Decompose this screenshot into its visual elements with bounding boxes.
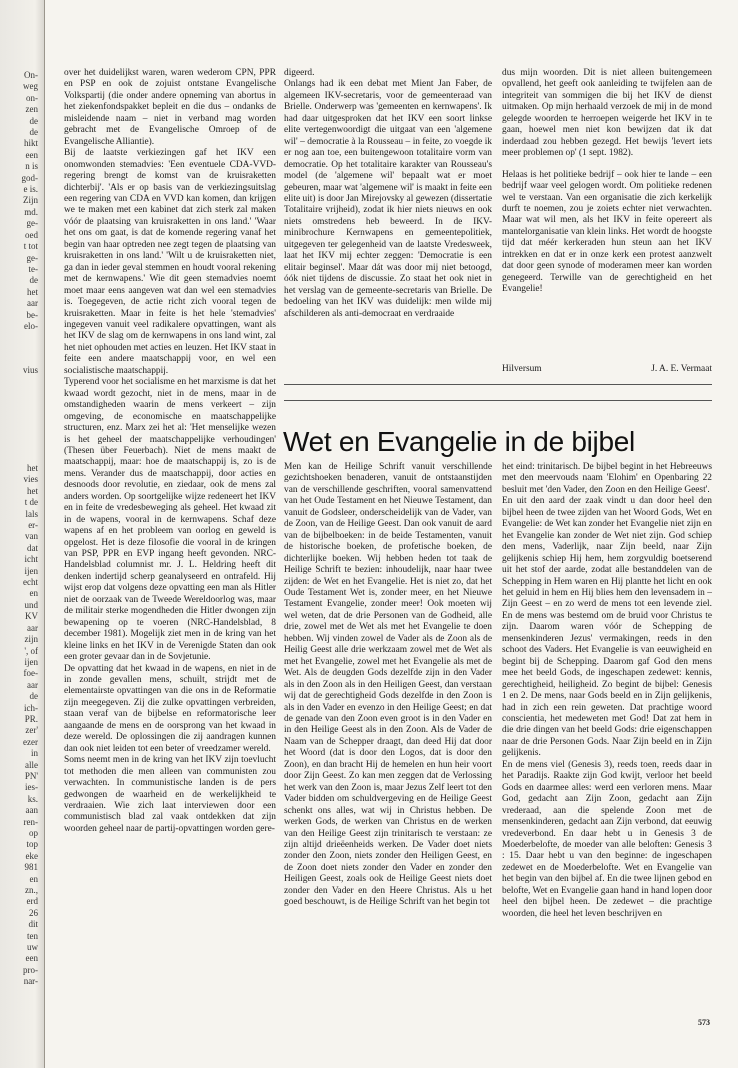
previous-page-fragment: elo- [24,320,38,331]
previous-page-fragment: alle [25,759,38,770]
previous-page-fragment: ijen [24,656,38,667]
section-rule-title [284,400,712,401]
article-top-paragraph: Typerend voor het socialisme en het marxisme is dat het kwaad wordt gezocht, niet in de mens, maar in de omstandigheden waarin de mens verkeert – zijn omgeving, de economische en maatschappelijke structuren, enz. Marx zei het al: 'Het menselijke wezen is het geheel der maatschappelijke verhoudingen' (Thesen über Feuerbach). Niet de mens maakt de maatschappij, maar: hoe de maatschappij is, zo is de mens. Verander dus de maatschappij, door acties en desnoods door revolutie, en ziedaar, ook de mens zal anders worden. Op soortgelijke wijze redeneert het IKV en in feite de vredesbeweging als geheel. Het kwaad zit in de wapens, vooral in de kernwapens. Schaf deze wapens af en het probleem van oorlog en geweld is opgelost. Het is deze filosofie die vooral in de kringen van PSP, PPR en EVP ingang heeft gevonden. NRC-Handelsblad columnist mr. J. L. Heldring heeft dit denken indertijd scherp geanalyseerd en ontrafeld. Hij wijst erop dat volgens deze opvatting een man als Hitler niet de oorzaak van de Tweede Wereldoorlog was, maar de militair sterke mogendheden die Hitler dwongen zijn bewapening op te voeren (NRC-Handelsblad, 8 december 1981). Mogelijk ziet men in de kring van het kleine links en het IKV in de Verenigde Staten dan ook een groter gevaar dan in de Sovjetunie. [64,377,276,663]
article-top-column-2 [284,68,492,373]
previous-page-fragment: de [29,115,38,126]
previous-page-fragment: md. [24,206,38,217]
previous-page-fragment-mid: vius [22,365,38,375]
previous-page-fragment: het [27,485,38,496]
previous-page-fragment: und [24,599,38,610]
previous-page-fragment: 981 [24,862,38,873]
previous-page-fragment: van [25,531,38,542]
article-title: Wet en Evangelie in de bijbel [283,426,635,457]
previous-page-fragment: on- [26,92,38,103]
previous-page-fragment: erd [26,896,38,907]
previous-page-fragment: op [29,828,38,838]
section-rule-top [284,384,712,385]
previous-page-fragment: hikt [23,138,38,149]
previous-page-fragment: top [26,839,38,850]
previous-page-fragment: echt [23,577,38,588]
previous-page-fragment: dit [28,919,38,930]
previous-page-fragment: PN' [24,770,38,781]
previous-page-fragment: pro- [23,964,38,975]
previous-page-fragment: de [29,127,38,138]
article-top-column-1 [64,68,276,1040]
previous-page-fragment: zen [25,104,38,115]
previous-page-fragment: KV [25,611,38,622]
previous-page-fragment: er- [28,520,38,531]
article-top-column-3 [502,68,712,373]
article-top-paragraph: dus mijn woorden. Dit is niet alleen buitengemeen opvallend, het geeft ook aanleiding te twijfelen aan de integriteit van sommigen die bij het IKV de dienst uitmaken. Op mijn herhaald verzoek de mij in de mond gelegde woorden te herroepen weigerde het IKV in te gaan, hoewel men niet kon bewijzen dat ik dat inderdaad zou hebben gezegd. Het bewijs 'levert iets meer problemen op' (1 sept. 1982). [502,68,712,159]
article-bottom-paragraph: En uit den aard der zaak vindt u dan door heel den bijbel heen de twee zijden van het Woord Gods, Wet en Evangelie: de Wet kan zonder het Evangelie niet zijn en het Evangelie kan zonder de Wet niet zijn. God schiep den mens, Vaderlijk, naar Zijn beeld, naar Zijn gelijkenis schiep Hij hem, hem zorgvuldig boetserend uit het stof der aarde, zodat alle bestanddelen van de Schepping in Hem waren en Hij plantte het licht en ook het geluid in hem en Hij blies hem den levensadem in – Zijn Geest – en zo werd de mens tot een levende ziel. En de mens was bestemd om de bruid voor Christus te zijn. Daarom waren vóór de Schepping de mensenkinderen Jezus' vermakingen, reeds in den schoot des Vaders. Het Evangelie is van eeuwigheid en begint bij de Schepping. Daarom gaf God den mens mee het beeld Gods, de ingeschapen zedewet: kennis, gerechtigheid, heiligheid. Zo begint de bijbel: Genesis 1 en 2. De mens, naar Gods beeld en in Zijn gelijkenis, had in zich een rein geweten. Dat prachtige woord conscientia, het medeweten met God! Dat zat hem in die drie dingen van het beeld Gods: drie eigenschappen naar de drie Personen Gods. Naar Zijn beeld en in Zijn gelijkenis. [502,496,712,759]
previous-page-fragment: zn., [25,885,38,896]
previous-page-fragment: aan [25,805,38,816]
previous-page-fragments-top [2,70,38,332]
page-number: 573 [698,1018,710,1027]
article-bottom-paragraph: Men kan de Heilige Schrift vanuit verschillende gezichtshoeken benaderen, vanuit de ontstaanstijden van de verschillende geschriften, vooral samenvattend van het Oude Testament en het Nieuwe Testament, dan vanuit de Godsleer, onderscheidelijk van de Vader, van de Zoon, van de Heilige Geest. Dan ook vanuit de aard van de bijbelboeken: in de beide Testamenten, vanuit de historische boeken, de profetische boeken, de dichterlijke boeken. Wij hebben heden tot taak de Heilige Schrift te bezien: inhoudelijk, naar haar twee zijden: de Wet en het Evangelie. Het is niet zo, dat het Oude Testament Wet is, zonder meer, en het Nieuwe Testament Evangelie, zonder meer! Ook moeten wij wel weten, dat de drie Personen van de Godheid, alle drie, zowel met de Wet als met het Evangelie te doen hebben. Wij vinden zowel de Vader als de Zoon als de Heilig Geest alle drie werkzaam zowel met de Wet als met het Evangelie, zowel met het Evangelie als met de Wet. Als de deugden Gods dezelfde zijn in den Vader als in den Zoon als in den Heiligen Geest, dan verstaan wij dat de gerechtigheid Gods dezelfde in den Zoon is als in den Vader en evenzo in den Heilige Geest; en dat de genade van den Zoon even groot is in den Vader en in den Heilige Geest als in den Zoon. Als de Vader de Naam van de Schepper draagt, dan deed Hij dat door het Woord (dat is door den Logos, dat is door den Zoon), en dan bracht Hij de hemelen en hun heir voort door Zijn Geest. Zo kan men zeggen dat de Verlossing het werk van den Zoon is, maar Jezus Zelf leert tot den Vader bidden om schuldvergeving en de Heilige Geest schenkt ons alles, wat wij in Christus hebben. De werken Gods, de werken van Christus en de werken van den Heilige Geest zijn trinitarisch te verstaan: ze zijn altijd drieëenheids werken. De Vader doet niets zonder den Zoon, niets zonder den Heiligen Geest, en de Zoon doet niets zonder den Vader en zonder den Heiligen Geest, zoals ook de Heilige Geest niets doet zonder den Vader en den Heere Christus. Als u het goed beschouwt, is de Heilige Schrift van het begin tot [284,462,492,908]
previous-page-fragment: de [29,691,38,702]
previous-page-fragment: oed [25,229,38,240]
previous-page-fragment: en [29,588,38,599]
previous-page-fragment: het [27,463,38,473]
previous-page-fragment: in [30,748,38,759]
previous-page-fragment: nar- [23,976,38,987]
previous-page-fragment: de [29,275,38,286]
previous-page-fragment: On- [24,70,38,80]
article-bottom-column-3 [502,462,712,1032]
previous-page-fragment: ren- [23,816,38,827]
article-top-paragraph: digeerd. [284,68,315,78]
previous-page-fragment: e is. [23,184,38,195]
previous-page-fragment: dat [27,542,38,553]
previous-page-fragment: ge- [26,218,38,229]
previous-page-fragment: een [25,953,38,964]
previous-page-fragment: ', of [24,645,38,656]
previous-page-fragment: ich- [24,702,38,713]
article-top-paragraph: Soms neemt men in de kring van het IKV zijn toevlucht tot methoden die men alleen van communisten zou verwachten. In communistische landen is de pers gedwongen de waarheid en de werkelijkheid te verdraaien. Wie zich laat interviewen door een communistisch blad zal vaak ontdekken dat zijn woorden geheel naar de partij-opvattingen worden gere- [64,755,276,834]
article-top-paragraph: Helaas is het politieke bedrijf – ook hier te lande – een bedrijf waar veel gelogen wordt. Om politieke redenen wel te verstaan. Van een organisatie die zich kerkelijk durft te noemen, zou je zoiets echter niet verwachten. Maar wat wil men, als het IKV in feite opereert als mantelorganisatie van klein links. Het wordt de hoogste tijd dat méér kerkeraden hun steun aan het IKV intrekken en dat er in onze kerk een protest aanzwelt dat door geen synode of moderamen meer kan worden genegeerd. Terwille van de gerechtigheid en het Evangelie! [502,169,712,295]
previous-page-fragment: 26 [29,907,38,918]
previous-page-fragment: ies- [25,782,38,793]
previous-page-fragment: een [25,149,38,160]
previous-page-fragment: n is [25,161,38,172]
article-top-paragraph: over het duidelijkst waren, waren wederom CPN, PPR en PSP en ook de zojuist ontstane Evangelische Volkspartij (die onder andere opneming van abortus in het ziekenfondspakket bepleit en die dus – ondanks de misleidende naam – niet in verband mag worden gebracht met de Evangelische Omroep of de Evangelische Alliantie). [64,68,276,147]
previous-page-fragment: god- [21,172,38,183]
previous-page-fragment: t tot [23,241,38,252]
previous-page-fragment: PR. [24,713,38,724]
previous-page-fragment: aar [27,679,38,690]
previous-page-fragment: ezer [23,736,38,747]
article-bottom-paragraph: En de mens viel (Genesis 3), reeds toen, reeds daar in het Paradijs. Raakte zijn God kwijt, verloor het beeld Gods en daarmee alles: werd een verloren mens. Maar God, gedacht aan Zijn Zoon, gedacht aan Zijn vrederaad, aan die spelende Zoon met de mensenkinderen, gedacht aan Zijn verbond, dat eeuwig vredeverbond. En daar hebt u in Genesis 3 de Moederbelofte, de moeder van alle beloften: Genesis 3 : 15. Daar hebt u van den beginne: de ingeschapen zedewet en de Moederbelofte. Wet en Evangelie van het begin van den bijbel af. En die twee lijnen gebod en belofte, Wet en Evangelie gaan hand in hand lopen door heel den bijbel heen. De zedewet – die prachtige woorden, die heel het leven beschrijven en [502,759,712,919]
article-top-paragraph: De opvatting dat het kwaad in de wapens, en niet in de in zonde gevallen mens, schuilt, strijdt met de elementairste opvattingen van die ons in de Reformatie zijn meegegeven. Zij die zulke opvattingen verbreiden, staan veraf van de bijbelse en reformatorische leer aangaande de mens en de oorsprong van het kwaad in deze wereld. De oplossingen die zij aandragen kunnen dan ook niet leiden tot een beter of vreedzamer wereld. [64,663,276,754]
previous-page-fragment: zijn [24,634,38,645]
previous-page-fragment: aar [27,622,38,633]
previous-page-fragment: be- [26,309,38,320]
previous-page-fragment: foe- [23,668,38,679]
article-bottom-paragraph: het eind: trinitarisch. De bijbel begint in het Hebreeuws met den meervouds naam 'Elohim' en Openbaring 22 besluit met 'den Vader, den Zoon en den Heilige Geest'. [502,462,712,495]
article-top-paragraph: Bij de laatste verkiezingen gaf het IKV een onomwonden stemadvies: 'Een eventuele CDA-VVD-regering brengt de komst van de kruisraketten dichterbij'. 'Als er op basis van de verkiezingsuitslag een regering van CDA en VVD kan komen, dan krijgen we te maken met een kabinet dat zich sterk zal maken vóór de plaatsing van kruisraketten in ons land.' 'Waar het ons om gaat, is dat de komende regering vanaf het begin van haar optreden nee zegt tegen de plaatsing van kruisraketten in ons land.' 'Wilt u de kruisraketten niet, ga dan in ieder geval stemmen en houdt vooral rekening met de kernwapens.' Wie dit geen stemadvies noemt moet maar eens aangeven wat dan wel een stemadvies is. Toegegeven, de actie richt zich vooral tegen de kruisraketten. Maar in feite is het hele 'stemadvies' ingegeven vanuit veel radikalere opvattingen, want als het IKV de slag om de kernwapens in ons land wint, zal het niet ophouden met acties en leuzen. Het IKV staat in feite een andere maatschappij voor, en wel een socialistische maatschappij. [64,148,276,376]
previous-page-fragment: aar [27,298,38,309]
previous-page-fragment: ijen [24,565,38,576]
previous-page-fragment: weg [23,81,38,92]
previous-page-fragment: vies [23,474,38,485]
previous-page-fragment: icht [24,554,38,565]
article-bottom-column-2 [284,462,492,1058]
previous-page-fragment: zer' [25,725,38,736]
previous-page-fragment: eke [25,850,38,861]
previous-page-fragment: ten [27,930,38,941]
previous-page-fragment: t de [24,497,38,508]
previous-page-fragment: het [27,286,38,297]
previous-page-fragment: uw [27,942,38,953]
previous-page-fragments-bottom [2,463,38,988]
previous-page-fragment: lals [25,508,38,519]
page-gutter [44,0,45,1068]
previous-page-fragment: Zijn [23,195,38,206]
article-top-paragraph: Onlangs had ik een debat met Mient Jan Faber, de algemeen IKV-secretaris, voor de gemeenteraad van Brielle. Onderwerp was 'gemeenten en kernwapens'. Ik had daar uitgesproken dat het IKV een soort linkse elite vertegenwoordigt die uitgaat van een 'algemene wil' – democratie à la Rousseau – in feite, zo voegde ik er nog aan toe, een buitengewoon totalitaire vorm van democratie. Op het totalitaire karakter van Rousseau's model (de 'algemene wil' bepaalt wat er moet gebeuren, maar wat 'algemene wil' is maakt in feite een elite uit) is door Jan Mirejovsky al gewezen (dissertatie Totalitaire vrijheid), zodat ik hier niets nieuws en ook niets omstredens heb beweerd. In de IKV-minibrochure Kernwapens en gemeentepolitiek, uitgegeven ter gelegenheid van de laatste Vredesweek, laat het IKV mij echter zeggen: 'Democratie is een elitair beginsel'. Maar dát was door mij niet betoogd, óók niet tijdens de discussie. Zo staat het ook niet in het verslag van de gemeente-secretaris van Brielle. De bedoeling van het IKV was duidelijk: men wilde mij afschilderen als anti-democraat en verdraaide [284,79,492,319]
previous-page-fragment: te- [28,263,38,274]
previous-page-fragment: ge- [26,252,38,263]
previous-page-fragment: ks. [27,793,38,804]
author-signature [502,364,712,374]
previous-page-fragment: en [29,873,38,884]
signature-author: J. A. E. Vermaat [651,364,712,374]
signature-place: Hilversum [502,364,542,374]
